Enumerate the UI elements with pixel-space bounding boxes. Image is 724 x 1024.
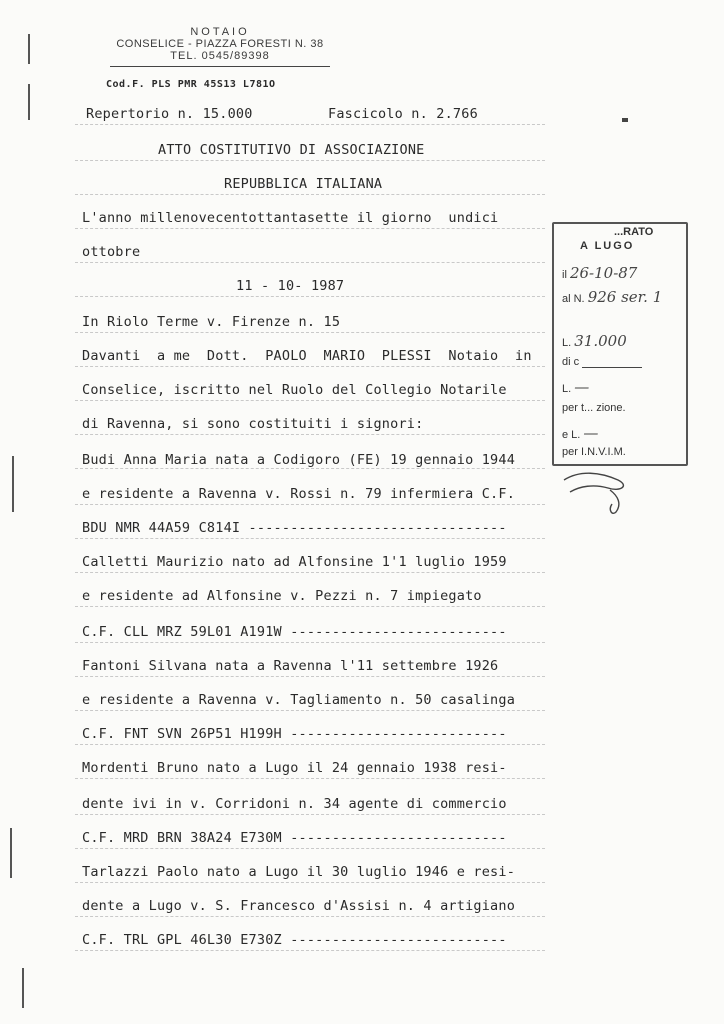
stamp-el-row	[562, 424, 598, 442]
body-line: Fantoni Silvana nata a Ravenna l'11 settembre 1926	[82, 658, 499, 674]
body-line: dente ivi in v. Corridoni n. 34 agente di commercio	[82, 796, 507, 812]
ruled-line	[75, 194, 545, 195]
stamp-di-row	[562, 356, 642, 368]
body-line: di Ravenna, si sono costituiti i signori:	[82, 416, 424, 432]
stamp-date-row	[562, 264, 637, 282]
fascicolo-number: Fascicolo n. 2.766	[328, 106, 478, 122]
ruled-line	[75, 400, 545, 401]
body-line: ottobre	[82, 244, 141, 260]
ruled-line	[75, 504, 545, 505]
body-line: C.F. CLL MRZ 59L01 A191W --------------------------	[82, 624, 507, 640]
ruled-line	[75, 572, 545, 573]
letterhead-phone: TEL. 0545/89398	[170, 50, 270, 62]
stamp-blank	[582, 367, 642, 368]
stamp-number-row	[562, 288, 662, 306]
body-line: e residente a Ravenna v. Rossi n. 79 infermiera C.F.	[82, 486, 516, 502]
stamp-l2-row	[562, 378, 589, 396]
stamp-number-value: 926 ser. 1	[587, 288, 663, 306]
ruled-line	[75, 778, 545, 779]
repertorio-number: Repertorio n. 15.000	[86, 106, 253, 122]
ruled-line	[75, 882, 545, 883]
binding-mark	[22, 968, 24, 1008]
ruled-line	[75, 710, 545, 711]
stamp-l2-value: —	[574, 378, 590, 396]
body-line: Tarlazzi Paolo nato a Lugo il 30 luglio 1946 e resi-	[82, 864, 516, 880]
ruled-line	[75, 814, 545, 815]
registration-stamp	[552, 222, 688, 466]
ruled-line	[75, 124, 545, 125]
ruled-line	[75, 950, 545, 951]
signature-scribble	[560, 466, 650, 516]
document-subtitle: REPUBBLICA ITALIANA	[224, 176, 383, 192]
stamp-amount-row	[562, 332, 627, 350]
ruled-line	[75, 676, 545, 677]
body-line: Davanti a me Dott. PAOLO MARIO PLESSI Notaio in	[82, 348, 532, 364]
stamp-per-row: per t... zione.	[562, 402, 626, 414]
letterhead-title: NOTAIO	[190, 26, 250, 38]
notary-fiscal-code: Cod.F. PLS PMR 45S13 L781O	[106, 79, 276, 90]
letterhead-address: CONSELICE - PIAZZA FORESTI N. 38	[116, 38, 324, 50]
ruled-line	[75, 744, 545, 745]
stamp-l2-label: L.	[562, 383, 572, 395]
document-title: ATTO COSTITUTIVO DI ASSOCIAZIONE	[158, 142, 425, 158]
binding-mark	[28, 34, 30, 64]
stamp-amount-value: 31.000	[574, 332, 627, 350]
ruled-line	[75, 296, 545, 297]
stamp-amount-label: L.	[562, 337, 572, 349]
body-line: Conselice, iscritto nel Ruolo del Collegio Notarile	[82, 382, 507, 398]
ruled-line	[75, 160, 545, 161]
ruled-line	[75, 848, 545, 849]
stamp-date-label: il	[562, 269, 567, 281]
letterhead-divider	[110, 66, 330, 67]
body-line: dente a Lugo v. S. Francesco d'Assisi n. 4 artigiano	[82, 898, 516, 914]
ruled-line	[75, 228, 545, 229]
stamp-registrato: ...RATO	[614, 226, 654, 238]
body-line: C.F. FNT SVN 26P51 H199H --------------------------	[82, 726, 507, 742]
ruled-line	[75, 262, 545, 263]
ruled-line	[75, 332, 545, 333]
ruled-line	[75, 468, 545, 469]
ruled-line	[75, 642, 545, 643]
stamp-date-value: 26-10-87	[569, 264, 638, 282]
body-line: In Riolo Terme v. Firenze n. 15	[82, 314, 341, 330]
ruled-line	[75, 366, 545, 367]
body-line: Budi Anna Maria nata a Codigoro (FE) 19 gennaio 1944	[82, 452, 516, 468]
binding-mark	[10, 828, 12, 878]
body-line: Calletti Maurizio nato ad Alfonsine 1'1 luglio 1959	[82, 554, 507, 570]
body-line: e residente ad Alfonsine v. Pezzi n. 7 impiegato	[82, 588, 482, 604]
act-date: 11 - 10- 1987	[236, 278, 345, 294]
body-line: C.F. MRD BRN 38A24 E730M --------------------------	[82, 830, 507, 846]
ruled-line	[75, 916, 545, 917]
stamp-number-label: al N.	[562, 293, 585, 305]
margin-mark	[622, 118, 628, 122]
letterhead	[90, 26, 350, 67]
ruled-line	[75, 434, 545, 435]
body-line: e residente a Ravenna v. Tagliamento n. 50 casalinga	[82, 692, 516, 708]
ruled-line	[75, 606, 545, 607]
binding-mark	[12, 456, 14, 512]
binding-mark	[28, 84, 30, 120]
stamp-di-label: di c	[562, 356, 580, 368]
body-line: L'anno millenovecentottantasette il giorno undici	[82, 210, 499, 226]
body-line: BDU NMR 44A59 C814I -------------------------------	[82, 520, 507, 536]
stamp-office: A LUGO	[580, 240, 635, 252]
stamp-el-value: —	[583, 424, 599, 442]
ruled-line	[75, 538, 545, 539]
body-line: C.F. TRL GPL 46L30 E730Z --------------------------	[82, 932, 507, 948]
body-line: Mordenti Bruno nato a Lugo il 24 gennaio 1938 resi-	[82, 760, 507, 776]
stamp-invim: per I.N.V.I.M.	[562, 446, 626, 458]
stamp-el-label: e L.	[562, 429, 581, 441]
